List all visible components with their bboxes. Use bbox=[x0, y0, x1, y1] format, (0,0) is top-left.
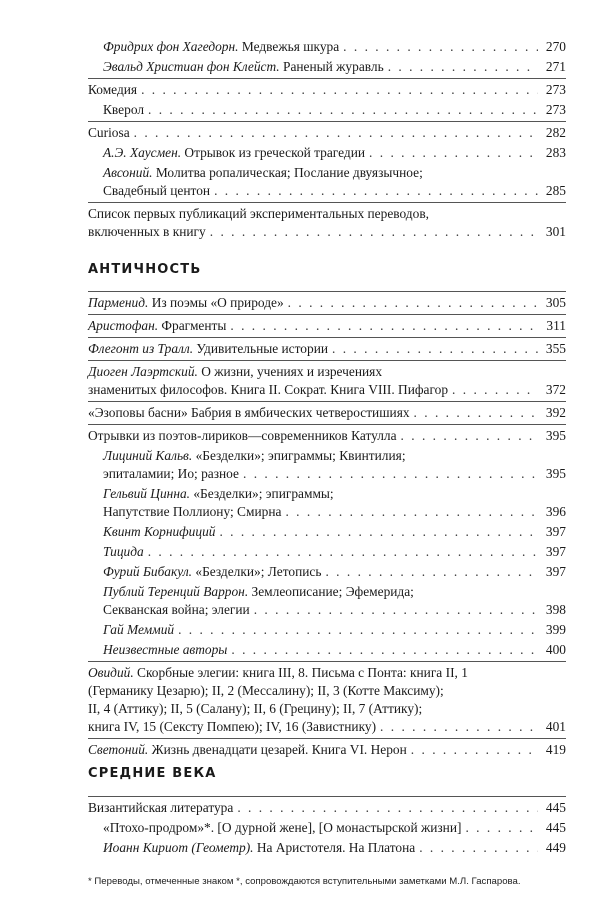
dot-leader bbox=[237, 799, 538, 817]
dot-leader bbox=[369, 144, 538, 162]
entry-author: Флегонт из Тралл. bbox=[88, 341, 194, 356]
entry-title: Византийская литература bbox=[88, 800, 234, 815]
dot-leader bbox=[411, 741, 538, 759]
toc-entry[interactable] bbox=[88, 424, 566, 447]
page-number: 305 bbox=[545, 295, 566, 310]
entry-author: А.Э. Хаусмен. bbox=[103, 145, 182, 160]
entry-text bbox=[88, 741, 407, 759]
toc-entry[interactable] bbox=[88, 58, 566, 78]
entry-title: Молитва ропалическая; Послание двуязычное; bbox=[152, 165, 423, 180]
entry-text bbox=[103, 101, 144, 119]
entry-title: О жизни, учениях и изречениях bbox=[197, 364, 383, 379]
entry-author: Диоген Лаэртский. bbox=[88, 364, 198, 379]
dot-leader bbox=[148, 543, 538, 561]
entry-title: Раненый журавль bbox=[279, 59, 384, 74]
entry-title-end: книга IV, 15 (Сексту Помпею); IV, 16 (Завистнику) bbox=[88, 719, 377, 734]
page-number: 449 bbox=[545, 840, 566, 855]
page-number: 445 bbox=[545, 800, 566, 815]
toc-entry[interactable] bbox=[88, 164, 566, 202]
entry-text bbox=[88, 124, 130, 142]
entry-author: Фридрих фон Хагедорн. bbox=[103, 39, 239, 54]
toc-entry[interactable] bbox=[88, 360, 566, 401]
entry-text bbox=[88, 317, 226, 335]
dot-leader bbox=[325, 563, 538, 581]
toc-entry[interactable] bbox=[88, 485, 566, 523]
toc-entry[interactable] bbox=[88, 738, 566, 761]
toc-entry[interactable] bbox=[88, 563, 566, 583]
entry-author: Светоний. bbox=[88, 742, 149, 757]
entry-author: Парменид. bbox=[88, 295, 149, 310]
dot-leader bbox=[231, 641, 538, 659]
entry-author: Овидий. bbox=[88, 665, 134, 680]
entry-title-end: эпиталамии; Ио; разное bbox=[103, 466, 239, 481]
page-number: 419 bbox=[545, 742, 566, 757]
dot-leader bbox=[230, 317, 538, 335]
page-number: 397 bbox=[545, 544, 566, 559]
dot-leader bbox=[148, 101, 538, 119]
entry-text bbox=[103, 819, 461, 837]
entry-author: Публий Теренций Варрон. bbox=[103, 584, 249, 599]
page-number: 301 bbox=[545, 224, 566, 239]
entry-author: Аристофан. bbox=[88, 318, 159, 333]
entry-title: Список первых публикаций экспериментальных переводов, bbox=[88, 206, 429, 221]
toc-entry[interactable] bbox=[88, 401, 566, 424]
entry-title-end: Напутствие Поллиону; Смирна bbox=[103, 504, 282, 519]
dot-leader bbox=[401, 427, 538, 445]
page-number: 311 bbox=[546, 318, 566, 333]
entry-title: Медвежья шкура bbox=[238, 39, 340, 54]
page-number: 355 bbox=[545, 341, 566, 356]
page-number: 401 bbox=[545, 719, 566, 734]
entry-text bbox=[103, 58, 384, 76]
dot-leader bbox=[288, 294, 538, 312]
toc-entry[interactable] bbox=[88, 621, 566, 641]
entry-author: Неизвестные авторы bbox=[103, 642, 228, 657]
entry-title: Кверол bbox=[103, 102, 145, 117]
dot-leader bbox=[214, 182, 538, 200]
toc-entry[interactable] bbox=[88, 819, 566, 839]
entry-title: На Аристотеля. На Платона bbox=[253, 840, 416, 855]
dot-leader bbox=[419, 839, 538, 857]
entry-title-continuation: II, 4 (Аттику); II, 5 (Салану); II, 6 (Грецину); II, 7 (Аттику); bbox=[88, 701, 423, 716]
dot-leader bbox=[452, 381, 538, 399]
entry-title-end: знаменитых философов. Книга II. Сократ. Книга VIII. Пифагор bbox=[88, 382, 449, 397]
entry-author: Гай Меммий bbox=[103, 622, 175, 637]
entry-title: «Безделки»; Летопись bbox=[192, 564, 322, 579]
entry-title: «Эзоповы басни» Бабрия в ямбических четверостишиях bbox=[88, 405, 410, 420]
entry-title: Отрывок из греческой трагедии bbox=[181, 145, 366, 160]
entry-title: Скорбные элегии: книга III, 8. Письма с Понта: книга II, 1 bbox=[133, 665, 468, 680]
entry-title: «Птохо-продром»*. [О дурной жене], [О монастырской жизни] bbox=[103, 820, 462, 835]
entry-author: Иоанн Кириот (Геометр). bbox=[103, 840, 254, 855]
toc-entry[interactable] bbox=[88, 121, 566, 144]
entry-title: Землеописание; Эфемерида; bbox=[248, 584, 414, 599]
entry-text bbox=[88, 340, 328, 358]
toc-block-antiquity bbox=[88, 291, 566, 761]
section-heading-middle-ages: СРЕДНИЕ ВЕКА bbox=[88, 766, 217, 781]
entry-text bbox=[103, 523, 215, 541]
entry-title: «Безделки»; эпиграммы; bbox=[190, 486, 334, 501]
toc-entry[interactable] bbox=[88, 202, 566, 243]
entry-title: Фрагменты bbox=[158, 318, 227, 333]
toc-entry[interactable] bbox=[88, 144, 566, 164]
entry-title-continuation: (Германику Цезарю); II, 2 (Мессалину); II, 3 (Котте Максиму); bbox=[88, 683, 444, 698]
page-number: 397 bbox=[545, 564, 566, 579]
page-number: 282 bbox=[545, 125, 566, 140]
toc-entry[interactable] bbox=[88, 314, 566, 337]
toc-entry[interactable] bbox=[88, 101, 566, 121]
dot-leader bbox=[332, 340, 538, 358]
page-number: 395 bbox=[545, 428, 566, 443]
dot-leader bbox=[285, 503, 538, 521]
entry-author: Лициний Кальв. bbox=[103, 448, 193, 463]
toc-entry[interactable] bbox=[88, 78, 566, 101]
entry-text bbox=[88, 799, 233, 817]
entry-title-end: включенных в книгу bbox=[88, 224, 206, 239]
entry-author: Тицида bbox=[103, 544, 144, 559]
entry-text bbox=[88, 404, 410, 422]
entry-title-end: Свадебный центон bbox=[103, 183, 211, 198]
dot-leader bbox=[134, 124, 538, 142]
entry-title: «Безделки»; эпиграммы; Квинтилия; bbox=[192, 448, 406, 463]
page-number: 283 bbox=[545, 145, 566, 160]
toc-entry[interactable] bbox=[88, 38, 566, 58]
dot-leader bbox=[141, 81, 538, 99]
toc-entry[interactable] bbox=[88, 447, 566, 485]
page-number: 396 bbox=[545, 504, 566, 519]
entry-text bbox=[103, 38, 339, 56]
toc-entry[interactable] bbox=[88, 796, 566, 819]
dot-leader bbox=[243, 465, 538, 483]
page-number: 285 bbox=[545, 183, 566, 198]
entry-text bbox=[88, 427, 397, 445]
dot-leader bbox=[465, 819, 538, 837]
footnote: * Переводы, отмеченные знаком *, сопровождаются вступительными заметками М.Л. Гаспарова. bbox=[88, 876, 521, 887]
page-number: 271 bbox=[545, 59, 566, 74]
entry-author: Гельвий Цинна. bbox=[103, 486, 191, 501]
entry-author: Эвальд Христиан фон Клейст. bbox=[103, 59, 280, 74]
toc-entry[interactable] bbox=[88, 661, 566, 738]
toc-entry[interactable] bbox=[88, 337, 566, 360]
toc-entry[interactable] bbox=[88, 523, 566, 543]
dot-leader bbox=[343, 38, 538, 56]
entry-title: Комедия bbox=[88, 82, 138, 97]
page-number: 273 bbox=[545, 102, 566, 117]
page-number: 395 bbox=[545, 466, 566, 481]
toc-block-middle-ages bbox=[88, 796, 566, 859]
entry-title: Удивительные истории bbox=[193, 341, 329, 356]
toc-entry[interactable] bbox=[88, 641, 566, 661]
toc-entry[interactable] bbox=[88, 543, 566, 563]
page-number: 398 bbox=[545, 602, 566, 617]
entry-text bbox=[103, 543, 144, 561]
page-number: 399 bbox=[545, 622, 566, 637]
toc-block-continuation bbox=[88, 38, 566, 243]
page-number: 400 bbox=[545, 642, 566, 657]
dot-leader bbox=[254, 601, 538, 619]
page-number: 372 bbox=[545, 382, 566, 397]
entry-title: Из поэмы «О природе» bbox=[148, 295, 284, 310]
entry-title: Отрывки из поэтов-лириков—современников Катулла bbox=[88, 428, 397, 443]
dot-leader bbox=[219, 523, 538, 541]
dot-leader bbox=[388, 58, 538, 76]
toc-entry[interactable] bbox=[88, 583, 566, 621]
section-heading-antiquity: АНТИЧНОСТЬ bbox=[88, 262, 202, 277]
dot-leader bbox=[210, 223, 538, 241]
page-number: 397 bbox=[545, 524, 566, 539]
entry-text bbox=[88, 81, 137, 99]
entry-title: Curiosa bbox=[88, 125, 130, 140]
entry-text bbox=[88, 294, 284, 312]
toc-entry[interactable] bbox=[88, 839, 566, 859]
toc-entry[interactable] bbox=[88, 291, 566, 314]
entry-author: Авсоний. bbox=[103, 165, 153, 180]
dot-leader bbox=[380, 718, 538, 736]
entry-text bbox=[103, 641, 227, 659]
page-number: 270 bbox=[545, 39, 566, 54]
page-number: 273 bbox=[545, 82, 566, 97]
entry-text bbox=[103, 563, 321, 581]
entry-author: Фурий Бибакул. bbox=[103, 564, 193, 579]
dot-leader bbox=[178, 621, 538, 639]
entry-title: Жизнь двенадцати цезарей. Книга VI. Нерон bbox=[148, 742, 407, 757]
entry-text bbox=[103, 144, 365, 162]
entry-text bbox=[103, 621, 174, 639]
page-number: 445 bbox=[545, 820, 566, 835]
entry-text bbox=[103, 839, 415, 857]
dot-leader bbox=[414, 404, 538, 422]
entry-author: Квинт Корнифиций bbox=[103, 524, 216, 539]
page-number: 392 bbox=[545, 405, 566, 420]
entry-title-end: Секванская война; элегии bbox=[103, 602, 250, 617]
